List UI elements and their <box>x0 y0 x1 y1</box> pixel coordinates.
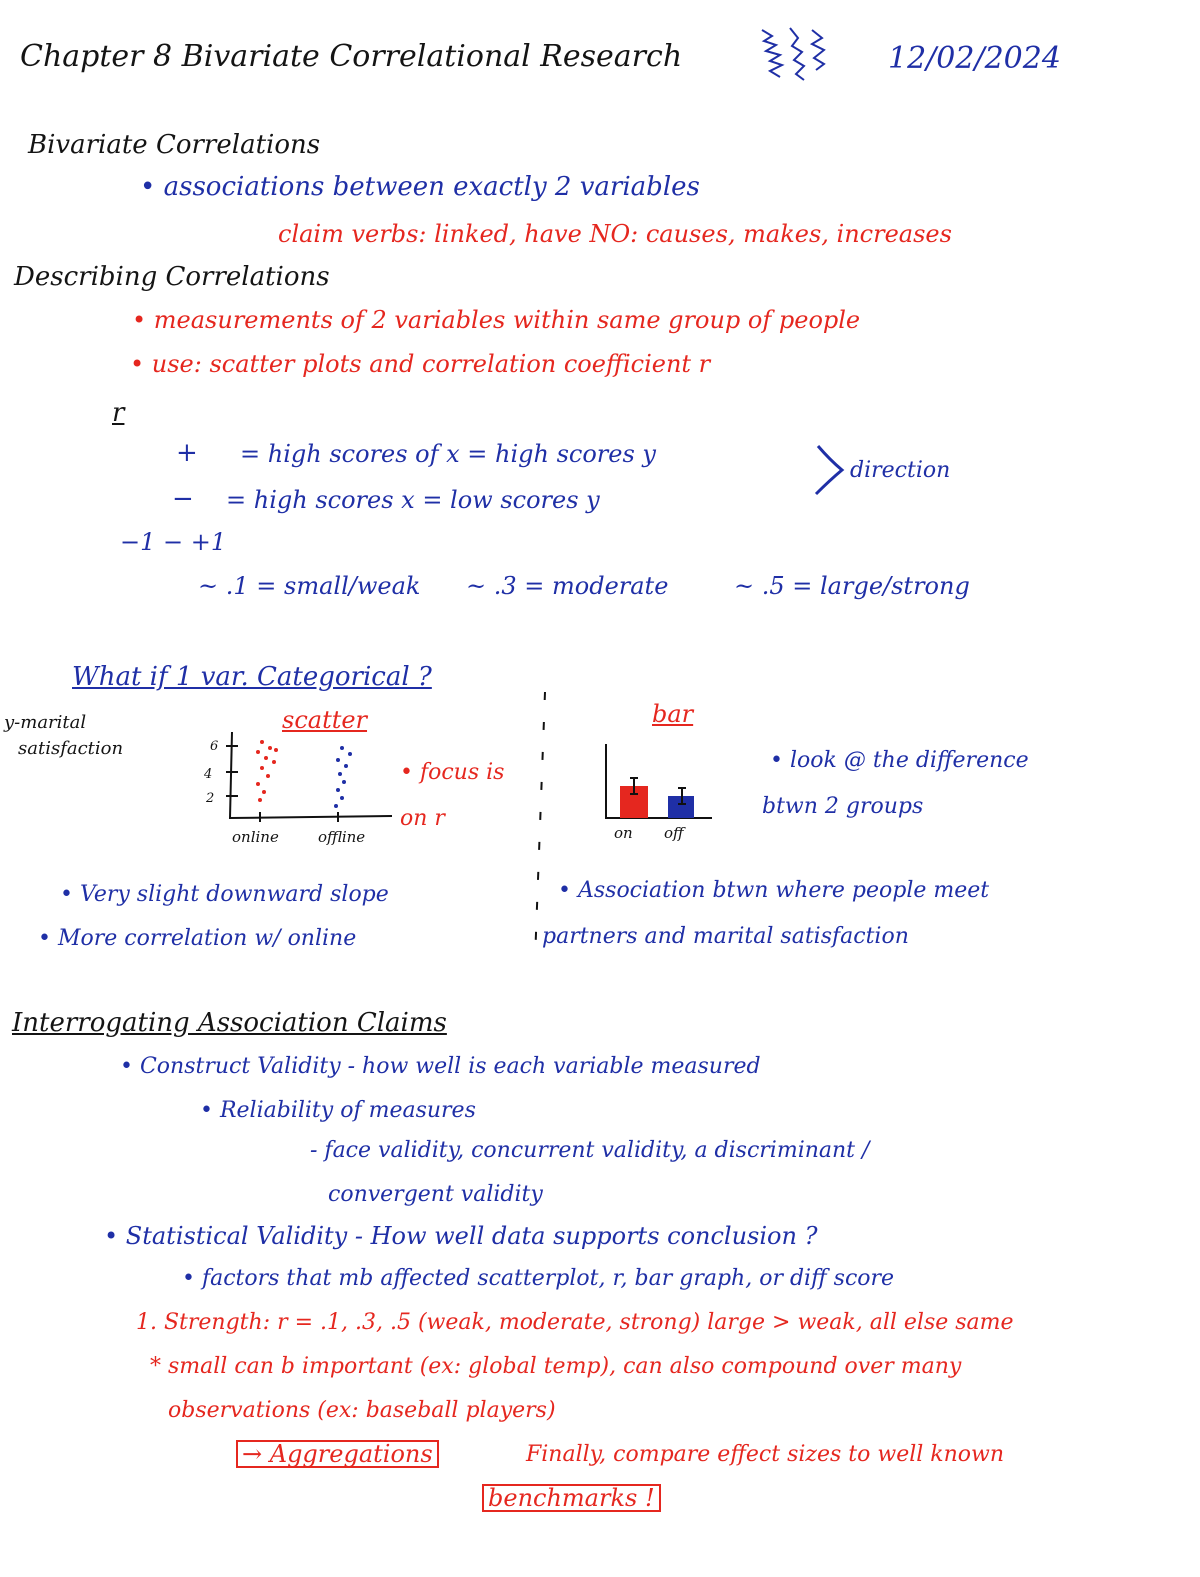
positive-sign: + <box>176 438 198 468</box>
section-heading-categorical: What if 1 var. Categorical ? <box>72 662 432 692</box>
bar-x-label-on: on <box>614 824 633 842</box>
observations-note: observations (ex: baseball players) <box>168 1398 556 1423</box>
construct-validity: • Construct Validity - how well is each variable measured <box>120 1054 761 1079</box>
r-label: r <box>112 398 125 428</box>
range-label: −1 − +1 <box>120 528 227 556</box>
large-effect: ~ .5 = large/strong <box>734 572 970 600</box>
bar-title: bar <box>652 700 694 728</box>
y-tick-2: 2 <box>206 791 215 806</box>
negative-sign: − <box>172 484 194 514</box>
page-title: Chapter 8 Bivariate Correlational Research <box>20 39 683 74</box>
scatter-title: scatter <box>282 706 368 734</box>
describing-bullet-1: • measurements of 2 variables within same group of people <box>132 306 861 334</box>
statistical-validity: • Statistical Validity - How well data supports conclusion ? <box>104 1222 818 1250</box>
convergent-validity: convergent validity <box>328 1182 543 1207</box>
negative-meaning: = high scores x = low scores y <box>226 486 600 514</box>
validity-types: - face validity, concurrent validity, a discriminant / <box>310 1138 870 1163</box>
focus-note: • focus is on r <box>400 760 505 831</box>
strength-point: 1. Strength: r = .1, .3, .5 (weak, moderate, strong) large > weak, all else same <box>136 1310 1014 1335</box>
moderate-effect: ~ .3 = moderate <box>466 572 669 600</box>
left-note-1: • Very slight downward slope <box>60 882 389 907</box>
y-tick-4: 4 <box>204 767 213 782</box>
x-label-online: online <box>232 828 279 846</box>
between-groups-note: btwn 2 groups <box>762 794 924 819</box>
statistical-factors: • factors that mb affected scatterplot, r, bar graph, or diff score <box>182 1266 895 1291</box>
describing-bullet-2: • use: scatter plots and correlation coefficient r <box>130 350 711 378</box>
right-note-2: partners and marital satisfaction <box>542 924 909 949</box>
benchmarks-compare: Finally, compare effect sizes to well known <box>526 1442 1005 1467</box>
y-axis-label-1: y-marital <box>4 712 87 733</box>
y-tick-6: 6 <box>210 739 219 754</box>
benchmarks-box: benchmarks ! <box>482 1484 661 1512</box>
x-label-offline: offline <box>318 828 366 846</box>
small-important-note: * small can b important (ex: global temp), can also compound over many <box>150 1354 962 1379</box>
direction-label: direction <box>850 458 951 483</box>
section-heading-interrogating: Interrogating Association Claims <box>12 1008 447 1038</box>
positive-meaning: = high scores of x = high scores y <box>240 440 656 468</box>
left-note-2: • More correlation w/ online <box>38 926 357 951</box>
section-heading-bivariate: Bivariate Correlations <box>28 130 321 160</box>
bivariate-definition: • associations between exactly 2 variables <box>140 172 700 202</box>
claim-verbs-note: claim verbs: linked, have NO: causes, makes, increases <box>278 220 952 248</box>
y-axis-label-2: satisfaction <box>18 738 124 759</box>
page-date: 12/02/2024 <box>888 41 1061 76</box>
section-heading-describing: Describing Correlations <box>14 262 330 292</box>
reliability-measures: • Reliability of measures <box>200 1098 476 1123</box>
look-difference-note: • look @ the difference <box>770 748 1029 773</box>
bar-x-label-off: off <box>664 824 684 842</box>
small-effect: ~ .1 = small/weak <box>198 572 421 600</box>
aggregations-box: → Aggregations <box>236 1440 439 1468</box>
right-note-1: • Association btwn where people meet <box>558 878 990 903</box>
